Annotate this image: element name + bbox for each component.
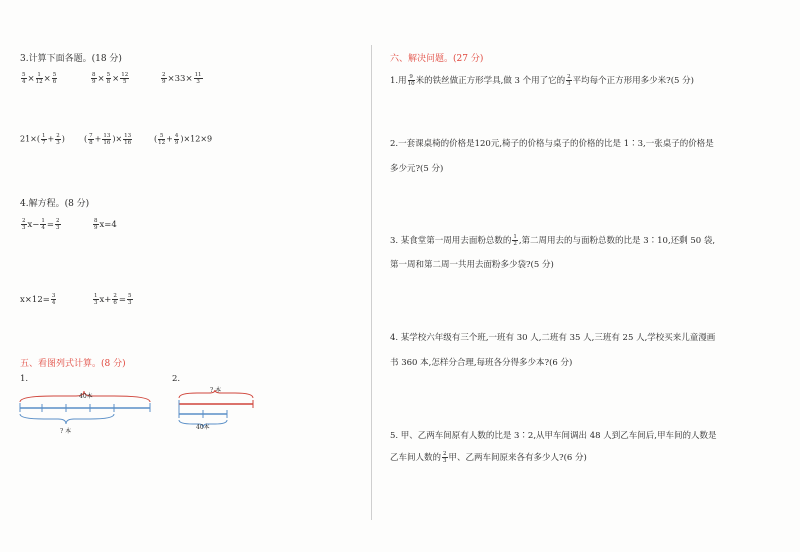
problem-1: 1.用 $\frac{9}{10}$ 米的铁丝做正方形学具,做 3 个用了它的 $\frac{2}{3}$ 平均每个正方形用多少米?(5 分) xyxy=(390,74,694,87)
equation-4: $\frac{1}{3}$ x+ $\frac{2}{6}$ = $\frac{5}{3}$ xyxy=(94,293,132,306)
diagram2-bottom-label: 40本 xyxy=(196,424,210,431)
section6-title: 六、解决问题。(27 分) xyxy=(390,54,484,64)
problem-2-line1: 2.一套课桌椅的价格是120元,椅子的价格与桌子的价格的比是 1∶3,一张桌子的价格是 xyxy=(390,139,714,149)
equation-3: x×12= $\frac{3}{4}$ xyxy=(20,293,56,306)
calc-1-2: $\frac{8}{9}$ × $\frac{5}{8}$ × $\frac{12}{5}$ xyxy=(92,72,129,85)
line-diagram-2 xyxy=(175,390,260,432)
calc-1-3: $\frac{2}{9}$ ×33× $\frac{11}{3}$ xyxy=(162,72,202,85)
problem-3-line1: 3. 某食堂第一周用去面粉总数的 $\frac{1}{2}$ ,第二周用去的与面粉总数的比是 3∶10,还剩 50 袋, xyxy=(390,234,716,247)
diagram2-top-label: ? 本 xyxy=(210,387,222,394)
section3-title: 3.计算下面各题。(18 分) xyxy=(20,54,122,64)
column-divider xyxy=(371,45,372,520)
section5-title: 五、看图列式计算。(8 分) xyxy=(20,359,126,369)
problem-4-line1: 4. 某学校六年级有三个班,一班有 30 人,二班有 35 人,三班有 25 人,学校买来儿童漫画 xyxy=(390,333,716,343)
equation-1: $\frac{2}{3}$ x− $\frac{1}{4}$ = $\frac{2}{3}$ xyxy=(22,218,60,231)
section4-title: 4.解方程。(8 分) xyxy=(20,199,90,209)
equation-2: $\frac{8}{9}$ x=4 xyxy=(94,218,117,231)
calc-2-1: 21×( $\frac{1}{7}$ + $\frac{2}{3}$ ) xyxy=(20,133,65,146)
problem-5-line1: 5. 甲、乙两车间原有人数的比是 3∶2,从甲车间调出 48 人到乙车间后,甲车间的人数是 xyxy=(390,431,717,441)
calc-2-3: ( $\frac{5}{12}$ + $\frac{4}{9}$ )×12×9 xyxy=(154,133,213,146)
diagram1-top-label: 40本 xyxy=(79,393,93,400)
diagram2-label: 2. xyxy=(172,374,181,384)
calc-1-1: $\frac{5}{4}$ × $\frac{1}{12}$ × $\frac{5}{6}$ xyxy=(22,72,57,85)
brace-bottom xyxy=(20,414,114,424)
problem-2-line2: 多少元?(5 分) xyxy=(390,164,444,174)
diagram1-label: 1. xyxy=(20,374,29,384)
diagram1-bottom-label: ? 本 xyxy=(60,428,72,435)
calc-2-2: ( $\frac{7}{8}$ + $\frac{13}{16}$ )× $\frac{13}{16}$ xyxy=(84,133,132,146)
problem-4-line2: 书 360 本,怎样分合理,每班各分得多少本?(6 分) xyxy=(390,358,573,368)
problem-3-line2: 第一周和第二周一共用去面粉多少袋?(5 分) xyxy=(390,260,554,270)
problem-5-line2: 乙车间人数的 $\frac{2}{3}$ 甲、乙两车间原来各有多少人?(6 分) xyxy=(390,451,587,464)
